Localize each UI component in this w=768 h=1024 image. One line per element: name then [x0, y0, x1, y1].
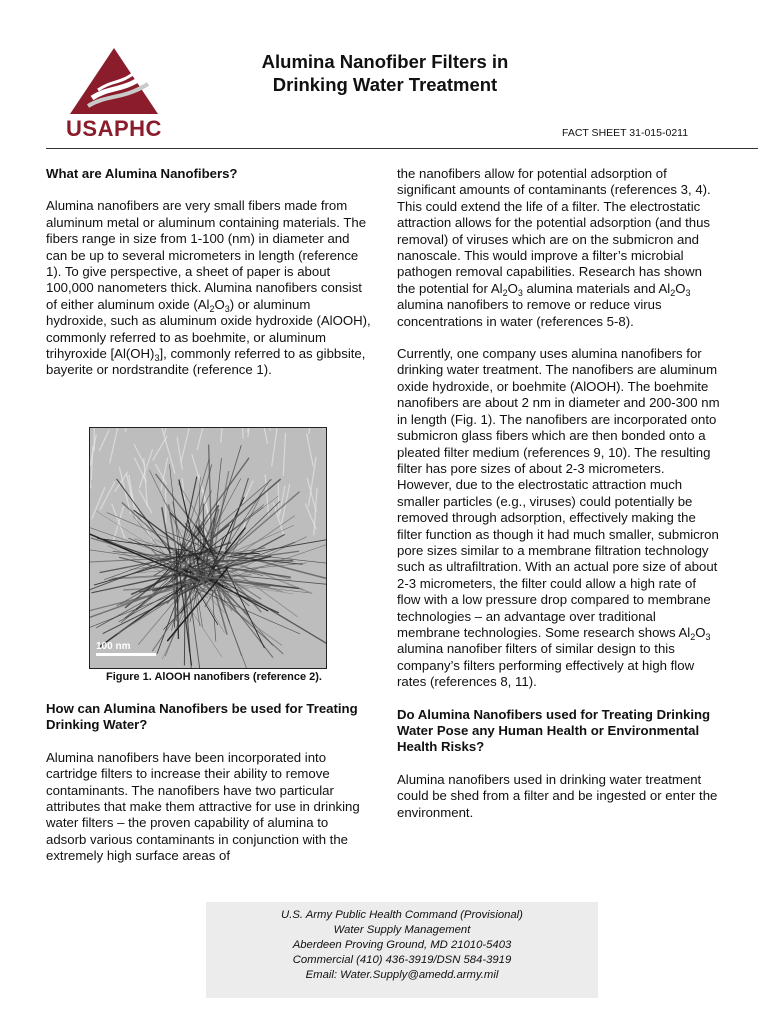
- logo-text: USAPHC: [66, 116, 162, 141]
- paragraph-what-are: Alumina nanofibers are very small fibers made from aluminum metal or aluminum containing materials. The fibers range in size from 1-100 (nm) in diameter and can be up to several micrometers in length (reference 1). To give perspective, a sheet of paper is about 100,000 nanometers thick. Alumina nanofibers consist of either aluminum oxide $(Al_2O_3)$ or aluminum hydroxide, such as aluminum oxide hydroxide (AlOOH), commonly referred to as boehmite, or aluminum trihyroxide $[Al(OH)_3]$, commonly referred to as gibbsite, bayerite or nordstrandite (reference 1).: [46, 198, 371, 378]
- footer-email[interactable]: Email: Water.Supply@amedd.army.mil: [305, 969, 499, 981]
- pyramid-logo-icon: [52, 46, 176, 116]
- micrograph-image: [90, 428, 326, 668]
- header-divider: [46, 148, 758, 149]
- paragraph-risks: Alumina nanofibers used in drinking water treatment could be shed from a filter and be ingested or enter the environment.: [397, 771, 718, 820]
- title-line-1: Alumina Nanofiber Filters in: [261, 51, 509, 72]
- section-heading-risks: Do Alumina Nanofibers used for Treating Drinking Water Pose any Human Health or Environmental Health Risks?: [397, 706, 711, 755]
- figure-caption: Figure 1. AlOOH nanofibers (reference 2).: [106, 671, 322, 683]
- paragraph-continued: the nanofibers allow for potential adsorption of significant amounts of contaminants (references 3, 4). This could extend the life of a filter. The electrostatic attraction allows for the potential adsorption (and thus removal) of viruses which are on the submicron and nanoscale. This would improve a filter’s microbial pathogen removal capabilities. Research has shown the potential for $Al_2O_3$ alumina materials and $Al_2O_3$ alumina nanofibers to remove or reduce virus concentrations in water (references 5-8).: [397, 166, 711, 329]
- title-line-2: Drinking Water Treatment: [272, 74, 498, 95]
- fact-sheet-number: FACT SHEET 31-015-0211: [562, 127, 689, 139]
- usaphc-logo: [52, 46, 176, 142]
- left-column-bottom: [46, 701, 372, 881]
- nanofiber-micrograph: [89, 427, 327, 669]
- page-title: [200, 50, 570, 96]
- scale-bar-label: 100 nm: [96, 641, 131, 652]
- footer-phone: Commercial (410) 436-3919/DSN 584-3919: [292, 954, 512, 966]
- paragraph-current-use: Currently, one company uses alumina nanofibers for drinking water treatment. The nanofibers are aluminum oxide hydroxide, or boehmite (AlOOH). The boehmite nanofibers are about 2 nm in diameter and 200-300 nm in length (Fig. 1). The nanofibers are incorporated onto submicron glass fibers which are then bonded onto a pleated filter medium (references 9, 10). The resulting filter has pore sizes of about 2-3 micrometers. However, due to the electrostatic attraction much smaller particles (e.g., viruses) could potentially be removed through adsorption, effectively making the filter function as though it had much smaller, submicron pore sizes similar to a membrane filtration technology such as ultrafiltration. With an actual pore size of about 2-3 micrometers, the filter could allow a high rate of flow with a low pressure drop compared to membrane technologies – an advantage over traditional membrane technologies. Some research shows $Al_2O_3$ alumina nanofiber filters of similar design to this company’s filters performing effectively at high flow rates (references 8, 11).: [397, 346, 720, 690]
- footer-organization: U.S. Army Public Health Command (Provisional): [281, 909, 523, 921]
- left-column-top: [46, 166, 372, 395]
- scale-bar: [96, 653, 156, 656]
- contact-footer: [206, 902, 598, 998]
- section-heading-how-used: How can Alumina Nanofibers be used for Treating Drinking Water?: [46, 701, 358, 733]
- footer-address: Aberdeen Proving Ground, MD 21010-5403: [292, 939, 512, 951]
- paragraph-how-used: Alumina nanofibers have been incorporated into cartridge filters to increase their ability to remove contaminants. The nanofibers have two particular attributes that make them attractive for use in drinking water filters – the proven capability of alumina to adsorb various contaminants in conjunction with the extremely high surface areas of: [46, 749, 360, 864]
- section-heading-what-are: What are Alumina Nanofibers?: [46, 166, 238, 181]
- footer-department: Water Supply Management: [333, 924, 471, 936]
- right-column: [397, 166, 721, 837]
